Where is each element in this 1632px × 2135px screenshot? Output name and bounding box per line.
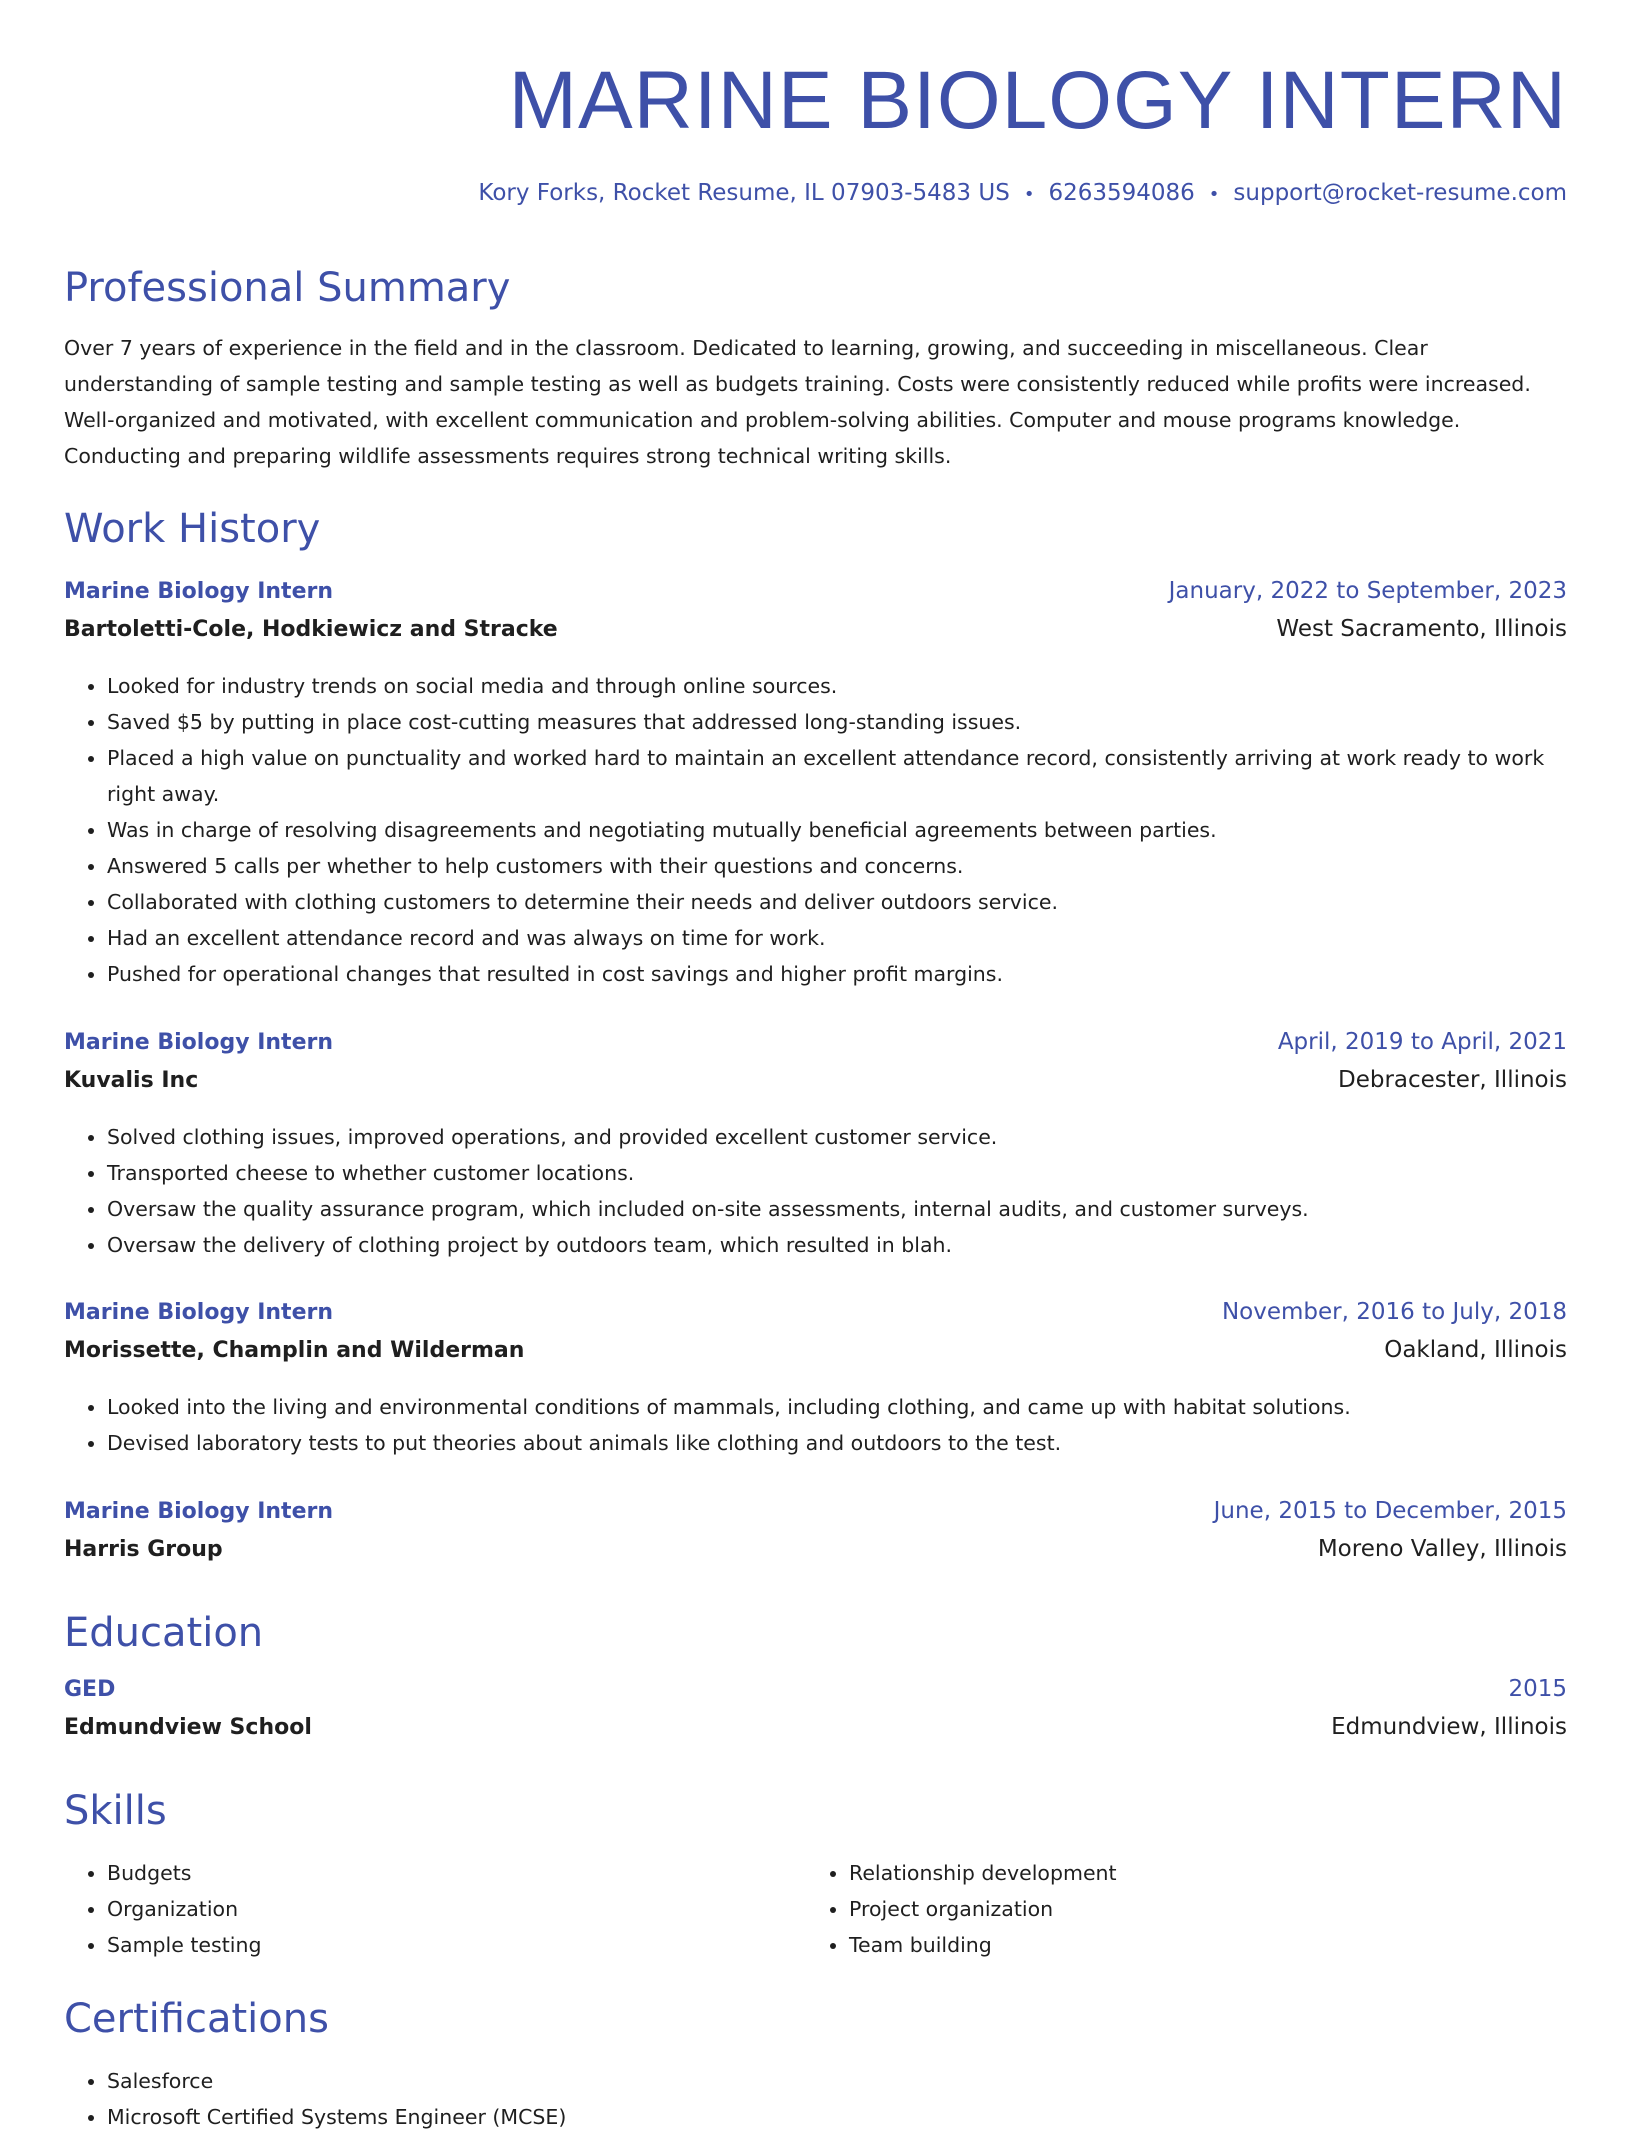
job-bullet: • Looked into the living and environmental conditions of mammals, including clothing, and came up with habitat solutions.	[107, 1389, 1567, 1425]
contact-separator: •	[1023, 184, 1035, 205]
job-location: Debracester, Illinois	[1337, 1067, 1567, 1093]
certifications-list	[64, 2063, 566, 2135]
job-bullet: • Answered 5 calls per whether to help customers with their questions and concerns.	[107, 848, 1567, 884]
job-bullet: • Oversaw the quality assurance program, which included on-site assessments, internal audits, and customer surveys.	[107, 1191, 1567, 1227]
job-bullet: • Devised laboratory tests to put theories about animals like clothing and outdoors to the test.	[107, 1425, 1567, 1461]
job-dates: June, 2015 to December, 2015	[1213, 1498, 1567, 1524]
job-location: West Sacramento, Illinois	[1276, 616, 1567, 642]
job-dates: April, 2019 to April, 2021	[1277, 1029, 1567, 1055]
skills-column-right	[806, 1855, 1548, 1963]
skill-item: • Team building	[849, 1927, 1548, 1963]
skill-item: • Organization	[107, 1891, 806, 1927]
contact-separator: •	[1208, 184, 1220, 205]
job-entry	[64, 1029, 1567, 1263]
certification-item: • Microsoft Certified Systems Engineer (MCSE)	[107, 2099, 566, 2135]
education-degree: GED	[64, 1677, 116, 1702]
job-bullet: • Placed a high value on punctuality and worked hard to maintain an excellent attendance record, consistently arriving at work ready to work right away.	[107, 740, 1567, 812]
summary-heading: Professional Summary	[64, 265, 511, 311]
job-bullet: • Solved clothing issues, improved operations, and provided excellent customer service.	[107, 1119, 1567, 1155]
job-bullet: • Was in charge of resolving disagreements and negotiating mutually beneficial agreements between parties.	[107, 812, 1567, 848]
job-bullet: • Looked for industry trends on social media and through online sources.	[107, 668, 1567, 704]
job-bullets	[64, 1389, 1567, 1461]
contact-phone: 6263594086	[1048, 180, 1195, 206]
job-entry	[64, 1299, 1567, 1461]
job-entry	[64, 1498, 1567, 1574]
contact-email[interactable]: support@rocket-resume.com	[1233, 180, 1567, 206]
certifications-heading: Certifications	[64, 1996, 329, 2042]
job-dates: November, 2016 to July, 2018	[1221, 1299, 1567, 1325]
job-bullet: • Had an excellent attendance record and was always on time for work.	[107, 920, 1567, 956]
skill-item: • Sample testing	[107, 1927, 806, 1963]
job-company: Kuvalis Inc	[64, 1068, 199, 1093]
candidate-name: MARINE BIOLOGY INTERN	[508, 55, 1567, 146]
contact-address: Kory Forks, Rocket Resume, IL 07903-5483 US	[478, 180, 1010, 206]
job-location: Moreno Valley, Illinois	[1317, 1536, 1567, 1562]
education-year: 2015	[1508, 1676, 1567, 1702]
education-heading: Education	[64, 1610, 264, 1656]
skills-column-left	[64, 1855, 806, 1963]
job-title: Marine Biology Intern	[64, 1499, 333, 1524]
certification-item: • Salesforce	[107, 2063, 566, 2099]
contact-line	[478, 180, 1567, 206]
job-bullet: • Saved $5 by putting in place cost-cutting measures that addressed long-standing issues.	[107, 704, 1567, 740]
education-location: Edmundview, Illinois	[1331, 1714, 1567, 1740]
job-title: Marine Biology Intern	[64, 1030, 333, 1055]
job-company: Harris Group	[64, 1537, 223, 1562]
education-school: Edmundview School	[64, 1715, 312, 1740]
job-company: Morissette, Champlin and Wilderman	[64, 1338, 525, 1363]
job-title: Marine Biology Intern	[64, 579, 333, 604]
job-bullets	[64, 668, 1567, 992]
job-bullet: • Transported cheese to whether customer locations.	[107, 1155, 1567, 1191]
skill-item: • Project organization	[849, 1891, 1548, 1927]
skill-item: • Budgets	[107, 1855, 806, 1891]
job-title: Marine Biology Intern	[64, 1300, 333, 1325]
job-bullets	[64, 1119, 1567, 1263]
job-dates: January, 2022 to September, 2023	[1168, 578, 1567, 604]
work-history-heading: Work History	[64, 506, 321, 552]
job-bullet: • Pushed for operational changes that resulted in cost savings and higher profit margins.	[107, 956, 1567, 992]
skill-item: • Relationship development	[849, 1855, 1548, 1891]
skills-list	[64, 1855, 1567, 1963]
job-entry	[64, 578, 1567, 992]
job-company: Bartoletti-Cole, Hodkiewicz and Stracke	[64, 617, 558, 642]
skills-heading: Skills	[64, 1788, 167, 1834]
job-bullet: • Collaborated with clothing customers to determine their needs and deliver outdoors service.	[107, 884, 1567, 920]
education-entry	[64, 1676, 1567, 1752]
summary-text: Over 7 years of experience in the field and in the classroom. Dedicated to learning, growing, and succeeding in miscellaneous. Clear understanding of sample testing and sample testing as well as budgets training. Costs were consistently reduced while profits were increased. Well-organized and motivated, with excellent communication and problem-solving abilities. Computer and mouse programs knowledge. Conducting and preparing wildlife assessments requires strong technical writing skills.	[64, 336, 1531, 468]
job-bullet: • Oversaw the delivery of clothing project by outdoors team, which resulted in blah.	[107, 1227, 1567, 1263]
job-location: Oakland, Illinois	[1384, 1337, 1567, 1363]
